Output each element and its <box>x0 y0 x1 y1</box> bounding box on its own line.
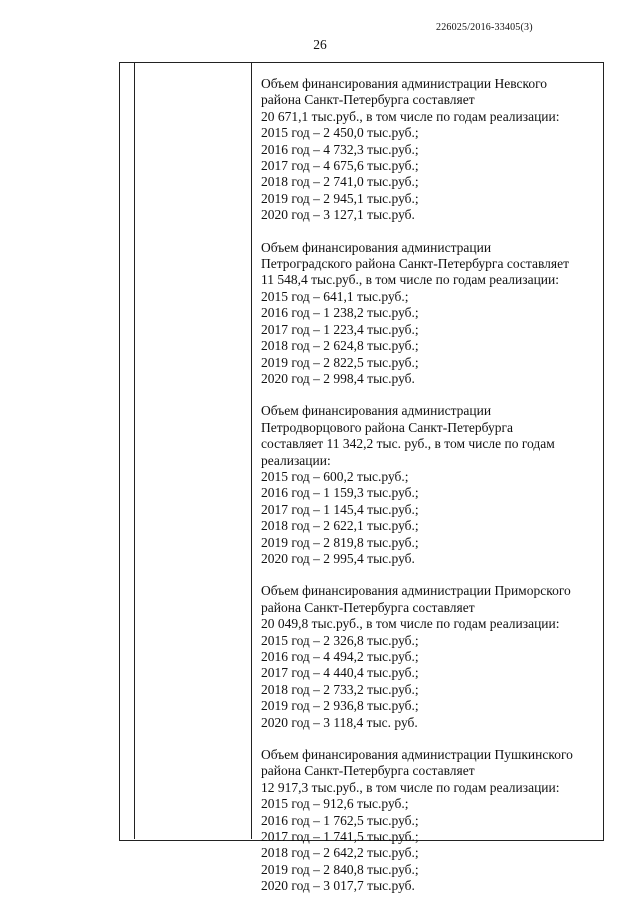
funding-text-line: 2017 год – 4 440,4 тыс.руб.; <box>261 665 419 681</box>
funding-text-column <box>261 76 597 911</box>
funding-text-line: 2020 год – 3 118,4 тыс. руб. <box>261 714 418 730</box>
funding-text-line: 2016 год – 4 494,2 тыс.руб.; <box>261 649 419 664</box>
funding-text-line: 2017 год – 1 223,4 тыс.руб.; <box>261 321 419 337</box>
table-column-divider-1 <box>134 62 135 839</box>
funding-text-line: 2015 год – 641,1 тыс.руб.; <box>261 288 409 304</box>
funding-text-line: 2020 год – 2 998,4 тыс.руб. <box>261 370 415 386</box>
funding-text-line: 2015 год – 2 450,0 тыс.руб.; <box>261 125 419 141</box>
funding-block <box>261 403 597 567</box>
funding-text-line: 2018 год – 2 622,1 тыс.руб.; <box>261 518 419 534</box>
page-number: 26 <box>313 37 327 52</box>
funding-text-line: Петродворцового района Санкт-Петербурга <box>261 419 513 435</box>
funding-text-line: 2020 год – 3 017,7 тыс.руб. <box>261 878 415 894</box>
funding-heading-line: Объем финансирования администрации Приморского <box>261 583 571 599</box>
funding-text-line: района Санкт-Петербурга составляет <box>261 599 475 615</box>
funding-text-line: 2016 год – 1 238,2 тыс.руб.; <box>261 305 419 321</box>
funding-text-line: 2016 год – 1 762,5 тыс.руб.; <box>261 812 419 828</box>
funding-text-line: 2020 год – 2 995,4 тыс.руб. <box>261 550 415 566</box>
funding-text-line: 2019 год – 2 945,1 тыс.руб.; <box>261 190 419 206</box>
funding-text-line: 2016 год – 1 159,3 тыс.руб.; <box>261 485 419 501</box>
funding-text-line: 2015 год – 2 326,8 тыс.руб.; <box>261 632 419 648</box>
funding-text-line: 2017 год – 4 675,6 тыс.руб.; <box>261 158 419 174</box>
funding-text-line: 2019 год – 2 819,8 тыс.руб.; <box>261 534 419 550</box>
funding-text-line: района Санкт-Петербурга составляет <box>261 763 475 779</box>
funding-text-line: 2015 год – 600,2 тыс.руб.; <box>261 468 409 484</box>
funding-text-line: реализации: <box>261 452 331 468</box>
funding-block <box>261 747 597 895</box>
funding-heading-line: Объем финансирования администрации Невского <box>261 76 548 91</box>
funding-text-line: 12 917,3 тыс.руб., в том числе по годам реализации: <box>261 779 560 795</box>
table-column-divider-2 <box>251 62 252 839</box>
funding-text-line: 2018 год – 2 624,8 тыс.руб.; <box>261 338 419 354</box>
funding-text-line: 2020 год – 3 127,1 тыс.руб. <box>261 207 415 223</box>
funding-block <box>261 76 597 224</box>
funding-heading-line: Объем финансирования администрации <box>261 239 492 255</box>
funding-text-line: района Санкт-Петербурга составляет <box>261 92 475 108</box>
funding-text-line: 2019 год – 2 936,8 тыс.руб.; <box>261 698 419 714</box>
funding-text-line: 11 548,4 тыс.руб., в том числе по годам реализации: <box>261 272 560 288</box>
funding-text-line: 2017 год – 1 145,4 тыс.руб.; <box>261 501 419 517</box>
funding-text-line: 2018 год – 2 642,2 тыс.руб.; <box>261 845 419 861</box>
funding-text-line: составляет 11 342,2 тыс. руб., в том числе по годам <box>261 436 555 452</box>
funding-text-line: Петроградского района Санкт-Петербурга составляет <box>261 256 570 272</box>
funding-block <box>261 583 597 731</box>
funding-text-line: 2017 год – 1 741,5 тыс.руб.; <box>261 829 419 845</box>
funding-text-line: 2018 год – 2 733,2 тыс.руб.; <box>261 681 419 697</box>
funding-text-line: 2015 год – 912,6 тыс.руб.; <box>261 796 409 812</box>
document-number: 226025/2016-33405(3) <box>436 22 533 33</box>
funding-text-line: 2019 год – 2 840,8 тыс.руб.; <box>261 861 419 877</box>
funding-text-line: 2019 год – 2 822,5 тыс.руб.; <box>261 354 419 370</box>
funding-text-line: 2016 год – 4 732,3 тыс.руб.; <box>261 141 419 157</box>
funding-heading-line: Объем финансирования администрации Пушкинского <box>261 747 573 763</box>
funding-text-line: 20 671,1 тыс.руб., в том числе по годам реализации: <box>261 108 560 124</box>
funding-block <box>261 240 597 388</box>
funding-text-line: 20 049,8 тыс.руб., в том числе по годам реализации: <box>261 616 560 632</box>
funding-text-line: 2018 год – 2 741,0 тыс.руб.; <box>261 174 419 190</box>
funding-heading-line: Объем финансирования администрации <box>261 403 492 419</box>
